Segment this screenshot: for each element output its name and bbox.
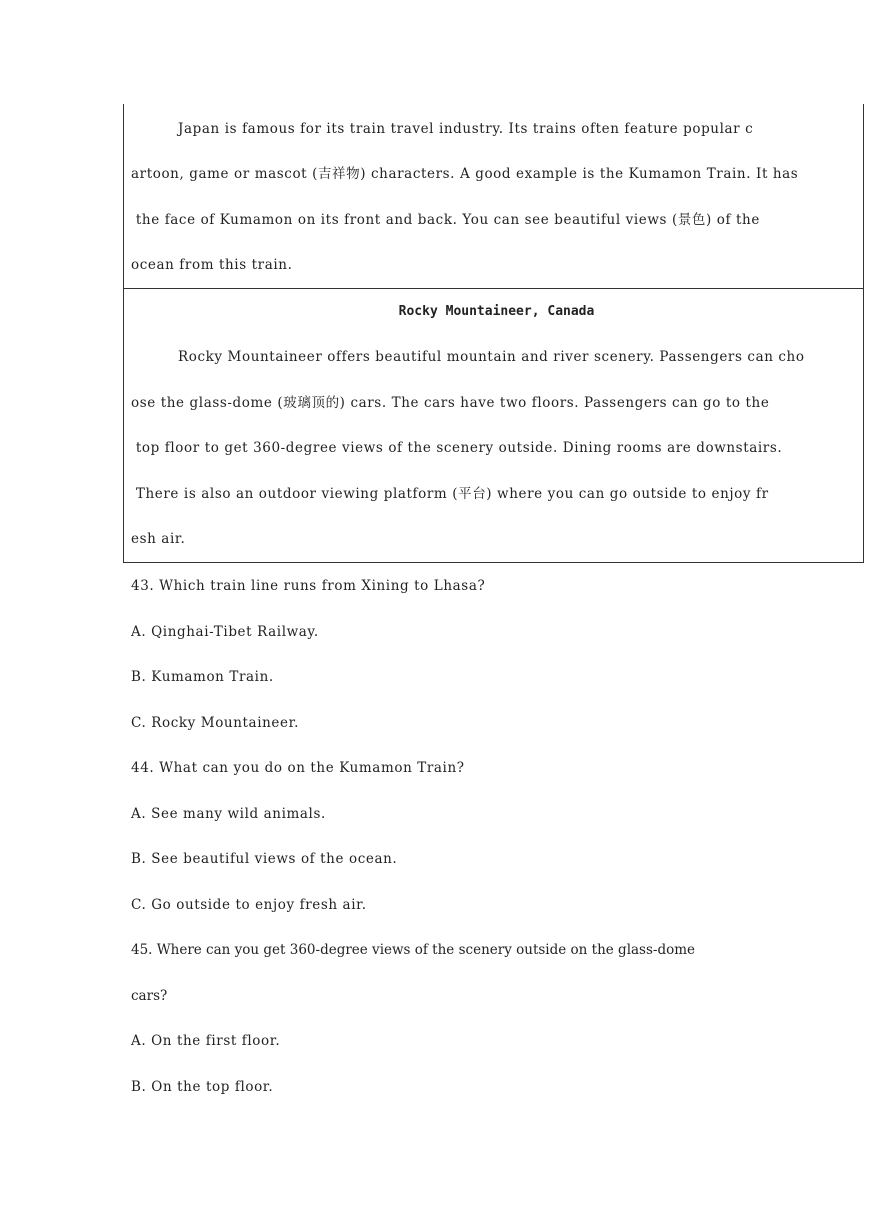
question-43-option-b: B. Kumamon Train.: [131, 669, 274, 685]
kumamon-line: Japan is famous for its train travel industry. Its trains often feature popular c: [178, 121, 754, 137]
question-45-option-b: B. On the top floor.: [131, 1079, 274, 1095]
question-45-stem-continued: cars?: [131, 988, 168, 1004]
rocky-passage-box: [123, 289, 864, 563]
question-44-option-b: B. See beautiful views of the ocean.: [131, 851, 398, 867]
rocky-line: top floor to get 360-degree views of the scenery outside. Dining rooms are downstairs.: [131, 440, 783, 456]
question-43-option-c: C. Rocky Mountaineer.: [131, 715, 300, 731]
rocky-line: ose the glass-dome (玻璃顶的) cars. The cars have two floors. Passengers can go to the: [131, 395, 770, 411]
rocky-title: Rocky Mountaineer, Canada: [398, 304, 595, 319]
question-45-stem: 45. Where can you get 360-degree views of the scenery outside on the glass-dome: [131, 942, 696, 958]
question-44-stem: 44. What can you do on the Kumamon Train?: [131, 760, 465, 776]
kumamon-line: ocean from this train.: [131, 257, 293, 273]
question-45-option-a: A. On the first floor.: [131, 1033, 281, 1049]
rocky-line: There is also an outdoor viewing platform (平台) where you can go outside to enjoy fr: [131, 486, 769, 502]
kumamon-line: the face of Kumamon on its front and back. You can see beautiful views (景色) of the: [131, 212, 760, 228]
question-43-stem: 43. Which train line runs from Xining to Lhasa?: [131, 578, 486, 594]
question-43-option-a: A. Qinghai-Tibet Railway.: [131, 624, 319, 640]
rocky-line: Rocky Mountaineer offers beautiful mountain and river scenery. Passengers can cho: [178, 349, 805, 365]
question-44-option-c: C. Go outside to enjoy fresh air.: [131, 897, 367, 913]
question-44-option-a: A. See many wild animals.: [131, 806, 326, 822]
kumamon-line: artoon, game or mascot (吉祥物) characters. A good example is the Kumamon Train. It has: [131, 166, 799, 182]
rocky-line: esh air.: [131, 531, 186, 547]
